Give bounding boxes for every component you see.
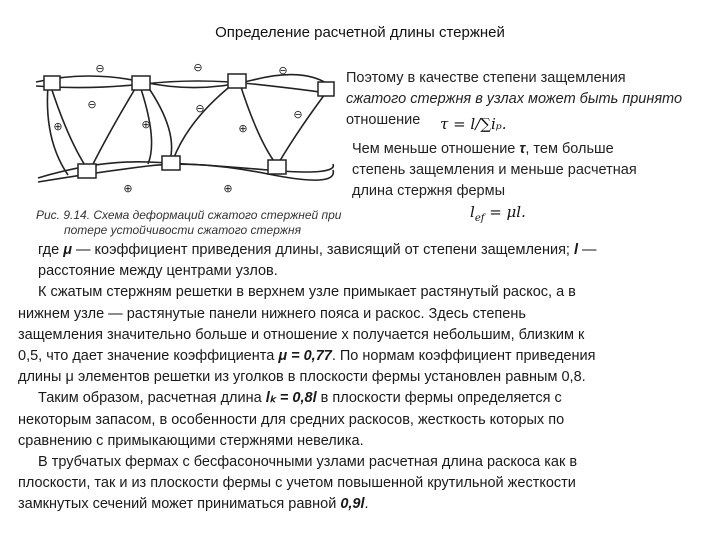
side-text-line: степень защемления и меньше расчетная — [352, 162, 637, 178]
page-title: Определение расчетной длины стержней — [215, 24, 505, 41]
body-text: где μ — коэффициент приведения длины, зависящий от степени защемления; l — расстояние между центрами узлов. К сжатым стержням решетки в верхнем узле примыкает растянутый раскос, а в нижнем узле — растянутые панели нижнего пояса и раскос. Здесь степень защемления значительно больше и отношение x получается небольшим, близким к 0,5, что дает значение коэффициента μ = 0,77. По нормам коэффициент приведения длины μ элементов решетки из уголков в плоскости фермы установлен равным 0,8. Таким образом, расчетная длина lₖ = 0,8l в плоскости фермы определяется с некоторым запасом, в особенности для средних раскосов, жесткость которых по сравнению с примыкающими стержнями невелика. В трубчатых фермах с бесфасоночными узлами расчетная длина раскоса как в плоскости, так и из плоскости фермы с учетом повышенной крутильной жесткости замкнутых сечений может приниматься равной 0,9l. — [18, 240, 708, 516]
formula-tau: τ = l/∑iₚ. — [440, 115, 507, 133]
figure-caption: Рис. 9.14. Схема деформаций сжатого стержней при потере устойчивости сжатого стержня — [36, 208, 342, 237]
minus-sign: ⊖ — [95, 62, 105, 75]
minus-sign: ⊖ — [293, 108, 303, 121]
paragraph: К сжатым стержням решетки в верхнем узле примыкает растянутый раскос, а в — [38, 284, 576, 301]
formula-lef: $l_{ef} = \mu l$. — [470, 203, 526, 224]
node-gusset — [44, 76, 60, 90]
paragraph: где μ — коэффициент приведения длины, зависящий от степени защемления; l — — [38, 242, 597, 258]
minus-sign: ⊖ — [87, 98, 97, 111]
side-text-line: длина стержня фермы — [352, 183, 506, 199]
paragraph: Таким образом, расчетная длина lₖ = 0,8l в плоскости фермы определяется с — [38, 390, 562, 407]
minus-sign: ⊖ — [278, 64, 288, 77]
plus-sign: ⊕ — [223, 182, 233, 195]
plus-sign: ⊕ — [53, 120, 63, 133]
paragraph: В трубчатых фермах с бесфасоночными узлами расчетная длина раскоса как в — [38, 454, 578, 471]
plus-sign: ⊕ — [141, 118, 151, 131]
plus-sign: ⊕ — [238, 122, 248, 135]
truss-deformation-figure — [28, 60, 338, 220]
minus-sign: ⊖ — [195, 102, 205, 115]
side-text-line: Чем меньше отношение τ, тем больше — [352, 141, 614, 157]
plus-sign: ⊕ — [123, 182, 133, 195]
minus-sign: ⊖ — [193, 61, 203, 74]
side-text-line: Поэтому в качестве степени защемления — [346, 70, 626, 86]
side-text-line: отношение — [346, 112, 421, 128]
side-text-line: сжатого стержня в узлах может быть принято — [346, 91, 683, 107]
